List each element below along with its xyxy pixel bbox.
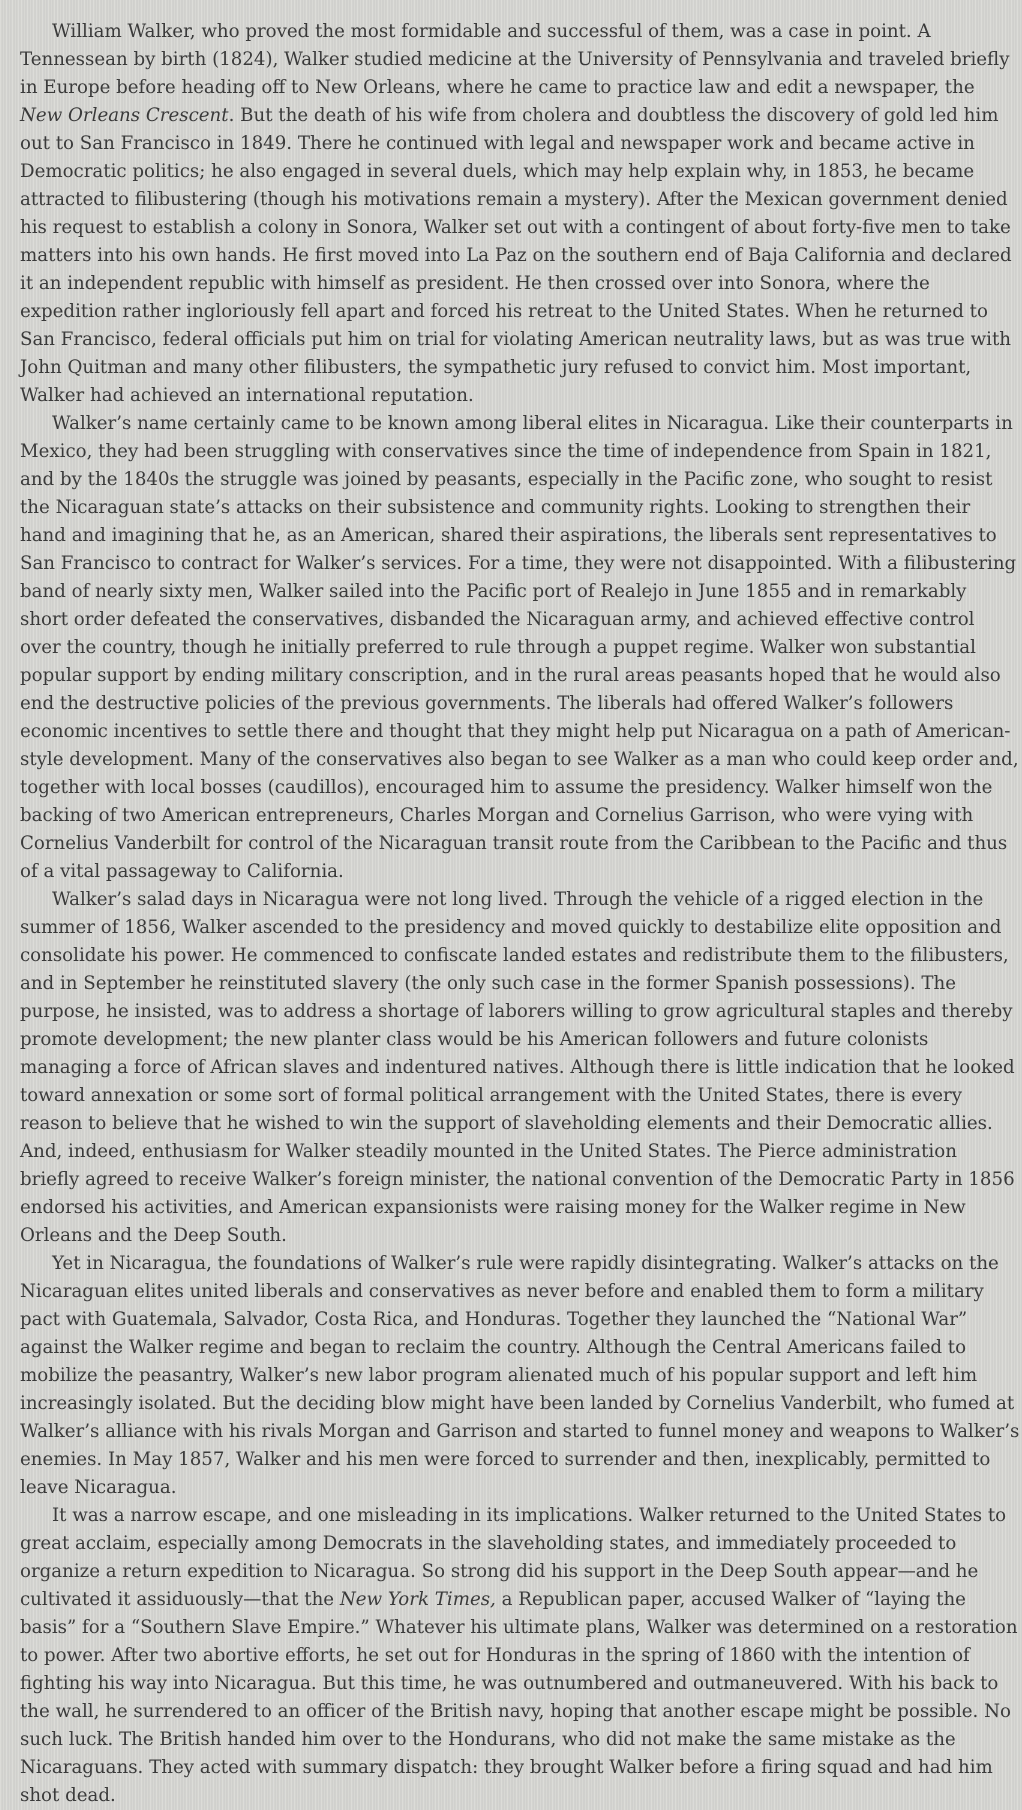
newspaper-title-new-york-times: New York Times, bbox=[339, 1589, 496, 1610]
paragraph-5-text-start: It was a narrow escape, and one misleading in its implications. Walker returned to the United States to great acclaim, especially among Democrats in the slaveholding states, and immediately proceeded to organize a return expedition to Nicaragua. So strong did his support in the Deep South appear—and he cultivated it assiduously—that the bbox=[20, 1505, 1007, 1610]
paragraph-1-text-end: . But the death of his wife from cholera and doubtless the discovery of gold led him out to San Francisco in 1849. There he continued with legal and newspaper work and became active in Democratic politics; he also engaged in several duels, which may help explain why, in 1853, he became attracted to filibustering (though his motivations remain a mystery). After the Mexican government denied his request to establish a colony in Sonora, Walker set out with a contingent of about forty-five men to take matters into his own hands. He first moved into La Paz on the southern end of Baja California and declared it an independent republic with himself as president. He then crossed over into Sonora, where the expedition rather ingloriously fell apart and forced his retreat to the United States. When he returned to San Francisco, federal officials put him on trial for violating American neutrality laws, but as was true with John Quitman and many other filibusters, the sympathetic jury refused to convict him. Most important, Walker had achieved an international reputation. bbox=[20, 105, 1012, 406]
paragraph-1 bbox=[20, 18, 1020, 410]
paragraph-4: Yet in Nicaragua, the foundations of Walker’s rule were rapidly disintegrating. Walker’s attacks on the Nicaraguan elites united liberals and conservatives as never before and enabled them to form a military pact with Guatemala, Salvador, Costa Rica, and Honduras. Together they launched the “National War” against the Walker regime and began to reclaim the country. Although the Central Americans failed to mobilize the peasantry, Walker’s new labor program alienated much of his popular support and left him increasingly isolated. But the deciding blow might have been landed by Cornelius Vanderbilt, who fumed at Walker’s alliance with his rivals Morgan and Garrison and started to funnel money and weapons to Walker’s enemies. In May 1857, Walker and his men were forced to surrender and then, inexplicably, permitted to leave Nicaragua. bbox=[20, 1253, 1020, 1498]
newspaper-title-new-orleans-crescent: New Orleans Crescent bbox=[20, 105, 229, 126]
paragraph-5 bbox=[20, 1502, 1020, 1810]
paragraph-5-text-end: a Republican paper, accused Walker of “laying the basis” for a “Southern Slave Empire.” Whatever his ultimate plans, Walker was determined on a restoration to power. After two abortive efforts, he set out for Honduras in the spring of 1860 with the intention of fighting his way into Nicaragua. But this time, he was outnumbered and outmaneuvered. With his back to the wall, he surrendered to an officer of the British navy, hoping that another escape might be possible. No such luck. The British handed him over to the Hondurans, who did not make the same mistake as the Nicaraguans. They acted with summary dispatch: they brought Walker before a firing squad and had him shot dead. bbox=[20, 1589, 1018, 1806]
paragraph-1-text-start: William Walker, who proved the most formidable and successful of them, was a case in point. A Tennessean by birth (1824), Walker studied medicine at the University of Pennsylvania and traveled briefly in Europe before heading off to New Orleans, where he came to practice law and edit a newspaper, the bbox=[20, 21, 1010, 98]
paragraph-3: Walker’s salad days in Nicaragua were not long lived. Through the vehicle of a rigged election in the summer of 1856, Walker ascended to the presidency and moved quickly to destabilize elite opposition and consolidate his power. He commenced to confiscate landed estates and redistribute them to the filibusters, and in September he reinstituted slavery (the only such case in the former Spanish possessions). The purpose, he insisted, was to address a shortage of laborers willing to grow agricultural staples and thereby promote development; the new planter class would be his American followers and future colonists managing a force of African slaves and indentured natives. Although there is little indication that he looked toward annexation or some sort of formal political arrangement with the United States, there is every reason to believe that he wished to win the support of slaveholding elements and their Democratic allies. And, indeed, enthusiasm for Walker steadily mounted in the United States. The Pierce administration briefly agreed to receive Walker’s foreign minister, the national convention of the Democratic Party in 1856 endorsed his activities, and American expansionists were raising money for the Walker regime in New Orleans and the Deep South. bbox=[20, 889, 1015, 1246]
paragraph-2: Walker’s name certainly came to be known among liberal elites in Nicaragua. Like their counterparts in Mexico, they had been struggling with conservatives since the time of independence from Spain in 1821, and by the 1840s the struggle was joined by peasants, especially in the Pacific zone, who sought to resist the Nicaraguan state’s attacks on their subsistence and community rights. Looking to strengthen their hand and imagining that he, as an American, shared their aspirations, the liberals sent representatives to San Francisco to contract for Walker’s services. For a time, they were not disappointed. With a filibustering band of nearly sixty men, Walker sailed into the Pacific port of Realejo in June 1855 and in remarkably short order defeated the conservatives, disbanded the Nicaraguan army, and achieved effective control over the country, though he initially preferred to rule through a puppet regime. Walker won substantial popular support by ending military conscription, and in the rural areas peasants hoped that he would also end the destructive policies of the previous governments. The liberals had offered Walker’s followers economic incentives to settle there and thought that they might help put Nicaragua on a path of American-style development. Many of the conservatives also began to see Walker as a man who could keep order and, together with local bosses (caudillos), encouraged him to assume the presidency. Walker himself won the backing of two American entrepreneurs, Charles Morgan and Cornelius Garrison, who were vying with Cornelius Vanderbilt for control of the Nicaraguan transit route from the Caribbean to the Pacific and thus of a vital passageway to California. bbox=[20, 413, 1019, 882]
document-page bbox=[20, 18, 1020, 1810]
